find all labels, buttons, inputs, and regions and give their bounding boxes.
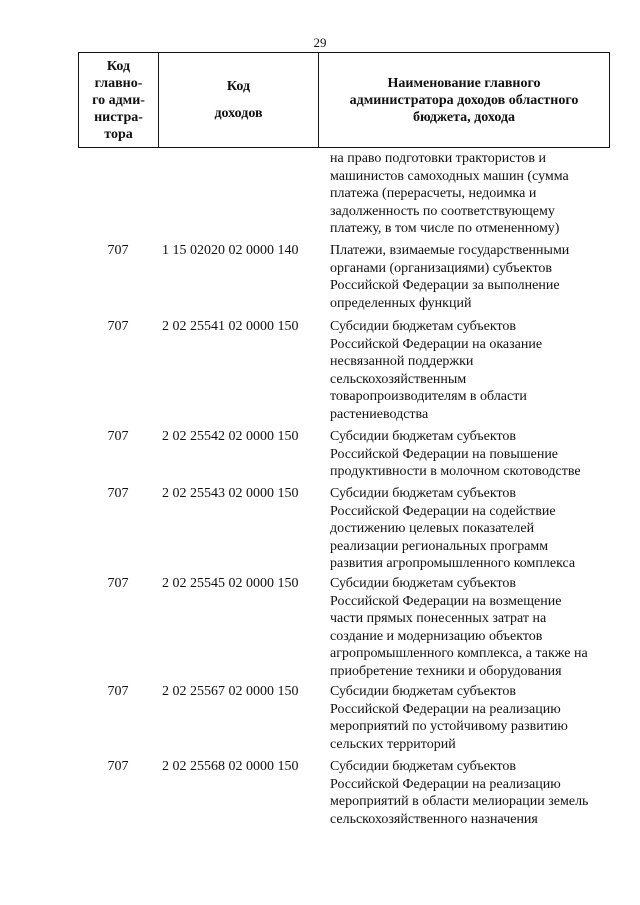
- income-name-line: Субсидии бюджетам субъектов: [330, 684, 517, 699]
- income-name-line: Российской Федерации на содействие: [330, 503, 556, 519]
- income-name-line: создание и модернизацию объектов: [330, 628, 543, 644]
- income-code: 1 15 02020 02 0000 140: [162, 243, 299, 258]
- income-name-line: Субсидии бюджетам субъектов: [330, 319, 517, 334]
- income-name-line: части прямых понесенных затрат на: [330, 611, 547, 626]
- header-name-line: бюджета, дохода: [412, 109, 516, 125]
- header-name: [319, 53, 609, 147]
- income-code: 2 02 25541 02 0000 150: [162, 319, 299, 334]
- header-admin-code-line: главно-: [94, 75, 143, 91]
- income-name-line: развития агропромышленного комплекса: [330, 556, 576, 571]
- admin-code: 707: [107, 243, 129, 258]
- income-name-line: агропромышленного комплекса, а также на: [330, 646, 588, 661]
- admin-code: 707: [107, 319, 129, 334]
- admin-code: 707: [107, 684, 129, 699]
- continuation-line: на право подготовки трактористов и: [330, 151, 546, 166]
- income-code: 2 02 25567 02 0000 150: [162, 684, 299, 699]
- income-name-line: Российской Федерации за выполнение: [330, 278, 560, 293]
- income-name-line: сельских территорий: [330, 736, 456, 752]
- header-name-line: администратора доходов областного: [349, 92, 579, 108]
- income-name-line: Российской Федерации на реализацию: [330, 701, 561, 717]
- admin-code: 707: [107, 759, 129, 774]
- income-name-line: Российской Федерации на возмещение: [330, 593, 562, 609]
- continuation-text: [330, 150, 600, 238]
- header-admin-code-line: го адми-: [92, 92, 145, 108]
- income-name-line: мероприятий по устойчивому развитию: [330, 719, 568, 734]
- continuation-line: платежу, в том числе по отмененному): [330, 221, 560, 236]
- income-name-line: мероприятий в области мелиорации земель: [330, 794, 589, 809]
- page-number: 29: [313, 35, 327, 50]
- income-name-line: продуктивности в молочном скотоводстве: [330, 464, 581, 479]
- income-name-line: Российской Федерации на реализацию: [330, 776, 561, 792]
- header-income-code-line: Код: [226, 79, 251, 94]
- income-name: [330, 242, 600, 312]
- income-name-line: растениеводства: [330, 406, 429, 422]
- income-name-line: Российской Федерации на повышение: [330, 446, 559, 462]
- income-name: [330, 575, 600, 680]
- income-code: 2 02 25545 02 0000 150: [162, 576, 299, 591]
- table-header: [78, 52, 610, 148]
- header-name-line: Наименование главного: [387, 75, 541, 91]
- continuation-line: машинистов самоходных машин (сумма: [330, 168, 569, 184]
- income-name-line: сельскохозяйственного назначения: [330, 811, 538, 827]
- continuation-line: платежа (перерасчеты, недоимка и: [330, 186, 537, 201]
- admin-code: 707: [107, 429, 129, 444]
- income-name-line: Субсидии бюджетам субъектов: [330, 576, 517, 591]
- income-name-line: Российской Федерации на оказание: [330, 336, 543, 352]
- header-income-code: [159, 53, 319, 147]
- income-name-line: Субсидии бюджетам субъектов: [330, 486, 517, 501]
- continuation-line: задолженность по соответствующему: [330, 203, 555, 219]
- header-admin-code-line: Код: [106, 58, 131, 74]
- income-name-line: товаропроизводителям в области: [330, 389, 527, 404]
- income-code: 2 02 25543 02 0000 150: [162, 486, 299, 501]
- income-name-line: Платежи, взимаемые государственными: [330, 243, 570, 258]
- header-income-code-line: доходов: [214, 106, 263, 121]
- income-name: [330, 428, 600, 481]
- income-name-line: реализации региональных программ: [330, 538, 549, 554]
- income-name: [330, 758, 600, 828]
- header-admin-code-line: тора: [104, 126, 133, 142]
- income-name-line: органами (организациями) субъектов: [330, 260, 553, 276]
- header-admin-code: [79, 53, 159, 147]
- income-name-line: сельскохозяйственным: [330, 371, 467, 387]
- income-name-line: достижению целевых показателей: [330, 521, 535, 536]
- income-name-line: определенных функций: [330, 295, 472, 311]
- income-name: [330, 485, 600, 573]
- income-name-line: Субсидии бюджетам субъектов: [330, 759, 517, 774]
- income-name-line: несвязанной поддержки: [330, 354, 474, 369]
- income-name-line: Субсидии бюджетам субъектов: [330, 429, 517, 444]
- header-admin-code-line: нистра-: [94, 109, 143, 125]
- income-name: [330, 683, 600, 753]
- income-name: [330, 318, 600, 423]
- income-code: 2 02 25542 02 0000 150: [162, 429, 299, 444]
- admin-code: 707: [107, 576, 129, 591]
- admin-code: 707: [107, 486, 129, 501]
- income-code: 2 02 25568 02 0000 150: [162, 759, 299, 774]
- income-name-line: приобретение техники и оборудования: [330, 663, 562, 679]
